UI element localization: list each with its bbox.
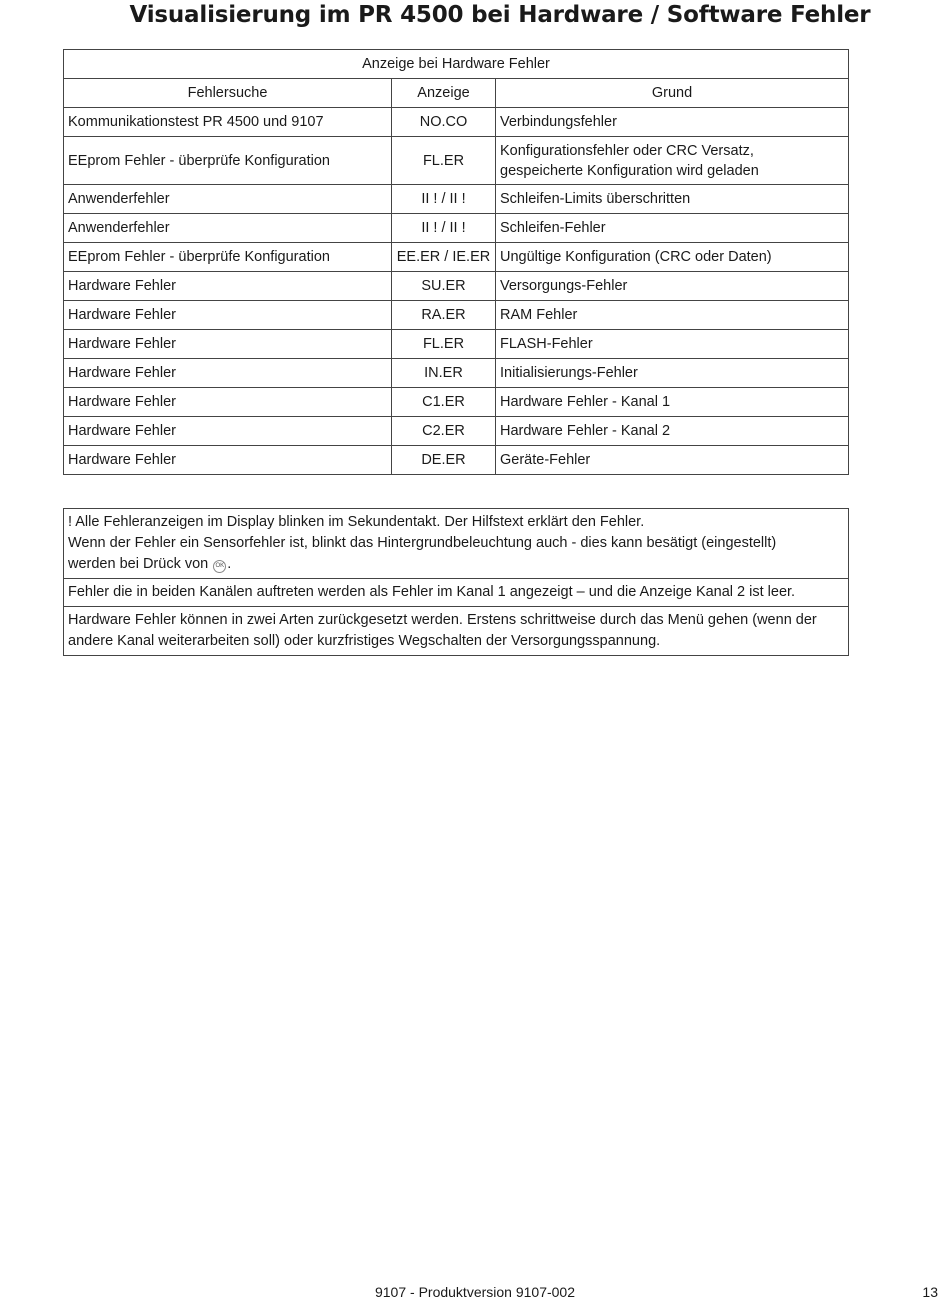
note-text: werden bei Drück von: [68, 556, 209, 572]
cell-display: IN.ER: [392, 359, 496, 388]
cell-reason: RAM Fehler: [496, 301, 849, 330]
table-row: [64, 137, 849, 185]
error-table: [63, 49, 849, 475]
cell-reason-line: gespeicherte Konfiguration wird geladen: [500, 162, 759, 179]
cell-reason: Hardware Fehler - Kanal 1: [496, 388, 849, 417]
note-reset: Hardware Fehler können in zwei Arten zurückgesetzt werden. Erstens schrittweise durch das Menü gehen (wenn der andere Kanal weiterarbeiten soll) oder kurzfristiges Wegschalten der Versorgungsspannung.: [64, 606, 848, 655]
column-header-grund: Grund: [496, 79, 849, 108]
cell-display: II ! / II !: [392, 185, 496, 214]
cell-search: Hardware Fehler: [64, 330, 392, 359]
cell-search: Kommunikationstest PR 4500 und 9107: [64, 108, 392, 137]
cell-display: C1.ER: [392, 388, 496, 417]
cell-search: Hardware Fehler: [64, 301, 392, 330]
cell-search: Anwenderfehler: [64, 214, 392, 243]
cell-display: EE.ER / IE.ER: [392, 243, 496, 272]
cell-display: NO.CO: [392, 108, 496, 137]
table-row: [64, 446, 849, 475]
page-title: Visualisierung im PR 4500 bei Hardware / Software Fehler: [129, 2, 871, 28]
table-header-row: [64, 79, 849, 108]
cell-reason: Schleifen-Limits überschritten: [496, 185, 849, 214]
cell-display: C2.ER: [392, 417, 496, 446]
table-row: [64, 330, 849, 359]
page-number: 13: [922, 1284, 938, 1300]
cell-reason-line: Konfigurationsfehler oder CRC Versatz,: [500, 142, 754, 159]
cell-search: Hardware Fehler: [64, 388, 392, 417]
cell-reason: [496, 137, 849, 185]
table-row: [64, 388, 849, 417]
cell-reason: Initialisierungs-Fehler: [496, 359, 849, 388]
cell-reason: Ungültige Konfiguration (CRC oder Daten): [496, 243, 849, 272]
cell-search: Hardware Fehler: [64, 272, 392, 301]
column-header-anzeige: Anzeige: [392, 79, 496, 108]
note-line: [68, 554, 844, 575]
table-row: [64, 214, 849, 243]
ok-button-icon: OK: [213, 560, 226, 573]
table-row: [64, 359, 849, 388]
cell-search: EEprom Fehler - überprüfe Konfiguration: [64, 137, 392, 185]
cell-reason: Hardware Fehler - Kanal 2: [496, 417, 849, 446]
cell-display: II ! / II !: [392, 214, 496, 243]
note-line: ! Alle Fehleranzeigen im Display blinken im Sekundentakt. Der Hilfstext erklärt den Fehler.: [68, 514, 645, 530]
cell-search: EEprom Fehler - überprüfe Konfiguration: [64, 243, 392, 272]
notes-box: [63, 508, 849, 656]
note-blink: [64, 509, 848, 578]
cell-reason: Schleifen-Fehler: [496, 214, 849, 243]
note-line: Wenn der Fehler ein Sensorfehler ist, blinkt das Hintergrundbeleuchtung auch - dies kann besätigt (eingestellt): [68, 535, 777, 551]
table-row: [64, 272, 849, 301]
column-header-fehlersuche: Fehlersuche: [64, 79, 392, 108]
cell-search: Hardware Fehler: [64, 417, 392, 446]
note-text: .: [227, 556, 232, 572]
cell-display: SU.ER: [392, 272, 496, 301]
table-row: [64, 301, 849, 330]
table-row: [64, 243, 849, 272]
table-row: [64, 185, 849, 214]
footer-text: 9107 - Produktversion 9107-002: [374, 1284, 576, 1300]
cell-reason: Verbindungsfehler: [496, 108, 849, 137]
cell-display: FL.ER: [392, 137, 496, 185]
table-caption: Anzeige bei Hardware Fehler: [64, 50, 849, 79]
cell-display: RA.ER: [392, 301, 496, 330]
note-channels: Fehler die in beiden Kanälen auftreten werden als Fehler im Kanal 1 angezeigt – und die Anzeige Kanal 2 ist leer.: [64, 578, 848, 606]
cell-search: Anwenderfehler: [64, 185, 392, 214]
cell-display: DE.ER: [392, 446, 496, 475]
cell-display: FL.ER: [392, 330, 496, 359]
table-row: [64, 417, 849, 446]
cell-search: Hardware Fehler: [64, 446, 392, 475]
table-row: [64, 108, 849, 137]
cell-reason: FLASH-Fehler: [496, 330, 849, 359]
cell-reason: Versorgungs-Fehler: [496, 272, 849, 301]
cell-search: Hardware Fehler: [64, 359, 392, 388]
cell-reason: Geräte-Fehler: [496, 446, 849, 475]
table-caption-row: [64, 50, 849, 79]
